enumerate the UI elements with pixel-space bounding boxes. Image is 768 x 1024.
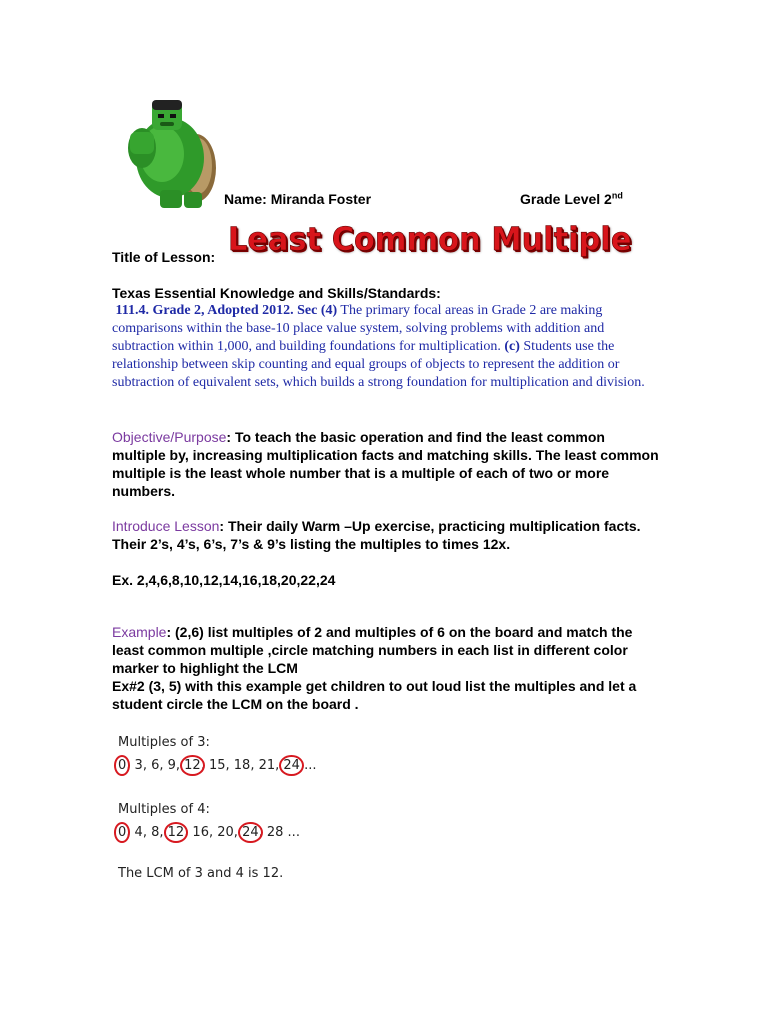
circled-number: 24: [283, 758, 300, 773]
grade-suffix: nd: [611, 190, 623, 201]
list-text: ...: [299, 758, 317, 773]
name-field: [224, 191, 371, 207]
list-text: , 3, 6, 9,: [126, 758, 185, 773]
multiples-4-title: Multiples of 4:: [118, 802, 210, 817]
teks-text2: Students use the relationship between skip counting and equal groups of objects to represent the addition or subtraction of equivalent sets, which builds a strong foundation for multiplication and division.: [112, 339, 645, 390]
lcm-statement: The LCM of 3 and 4 is 12.: [118, 866, 284, 881]
list-text: , 28 ...: [258, 825, 300, 840]
circled-number: 24: [242, 825, 259, 840]
multiples-of-3: [118, 735, 316, 773]
teks-body: [112, 302, 652, 392]
teks-code: 111.4. Grade 2, Adopted 2012. Sec (4): [115, 303, 338, 318]
circled-number: 0: [118, 758, 127, 773]
circled-number: 12: [184, 758, 201, 773]
multiples-3-row: [118, 758, 316, 773]
list-text: , 4, 8,: [126, 825, 168, 840]
name-label: Name:: [224, 191, 267, 207]
example-text: : (2,6) list multiples of 2 and multiples of 6 on the board and match the least common multiple ,circle matching numbers in each list in different color marker to highlight the LCM: [112, 624, 633, 676]
hulk-image: [126, 96, 218, 212]
grade-label: Grade Level: [520, 191, 601, 207]
multiples-4-row: [118, 825, 300, 840]
lesson-title: Least Common Multiple: [228, 220, 632, 258]
circled-number: 0: [118, 825, 127, 840]
circled-number: 12: [167, 825, 185, 840]
example-section: [112, 623, 662, 677]
teks-code2: (c): [504, 339, 520, 354]
grade-value: 2: [604, 191, 612, 207]
introduce-section: [112, 517, 662, 553]
example2-text: Ex#2 (3, 5) with this example get children to out loud list the multiples and let a student circle the LCM on the board .: [112, 678, 637, 712]
objective-section: [112, 428, 662, 500]
teks-text1: The primary focal areas in Grade 2 are making comparisons within the base-10 place value system, solving problems with addition and subtraction within 1,000, and building foundations for multiplication.: [112, 303, 605, 354]
introduce-text: : Their daily Warm –Up exercise, practicing multiplication facts. Their 2’s, 4’s, 6’s, 7’s & 9’s listing the multiples to times 12x.: [112, 518, 641, 552]
objective-label: Objective/Purpose: [112, 429, 227, 445]
objective-text: : To teach the basic operation and find the least common multiple by, increasing multiplication facts and matching skills. The least common multiple is the least whole number that is a multiple of each of two or more numbers.: [112, 429, 659, 499]
list-text: , 15, 18, 21,: [200, 758, 284, 773]
multiples-3-title: Multiples of 3:: [118, 735, 210, 750]
title-label: Title of Lesson:: [112, 249, 216, 265]
multiples-of-4: [118, 802, 300, 840]
introduce-label: Introduce Lesson: [112, 518, 220, 534]
grade-field: [520, 191, 623, 207]
example-label: Example: [112, 624, 167, 640]
example-list: Ex. 2,4,6,8,10,12,14,16,18,20,22,24: [112, 572, 336, 588]
list-text: , 16, 20,: [184, 825, 243, 840]
teks-heading: Texas Essential Knowledge and Skills/Standards:: [112, 285, 441, 301]
name-value: Miranda Foster: [270, 191, 372, 207]
